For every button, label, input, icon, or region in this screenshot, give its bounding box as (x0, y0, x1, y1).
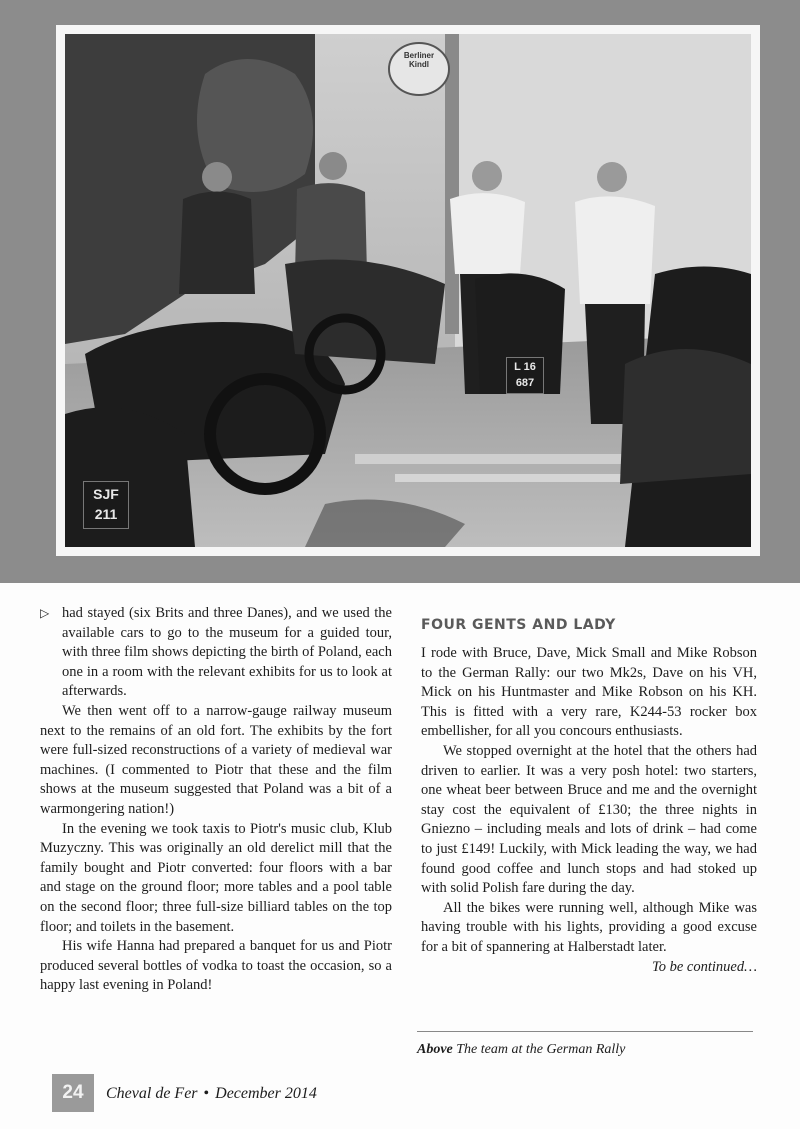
sign-line-1: Berliner (403, 51, 435, 60)
magazine-title: Cheval de Fer (106, 1085, 198, 1102)
left-paragraph-1: had stayed (six Brits and three Danes), and we used the available cars to go to the museum for a guided tour, with three film shows depicting the birth of Poland, each one in a room with the relevant exhibits for us to look at afterwards. (62, 605, 392, 700)
left-paragraph-3: In the evening we took taxis to Piotr's music club, Klub Muzyczny. This was originally an old derelict mill that the family bought and Piotr converted: four floors with a bar and stage on the ground floor; more tables and a pool table on the second floor; three full-size billiard tables on the top floor; and toilets in the basement. (40, 820, 392, 935)
footer-separator: • (203, 1085, 210, 1102)
right-paragraph-3-text: All the bikes were running well, although Mike was having trouble with his lights, providing a good excuse for a bit of spannering at Halberstadt later. (421, 899, 757, 955)
photo-caption (417, 1041, 757, 1059)
sign-text (391, 51, 447, 69)
right-paragraph-2: We stopped overnight at the hotel that the others had driven to earlier. It was a very posh hotel: two starters, one wheat beer between Bruce and me and the overnight stay cost the equivalent of £130; the three nights in Gniezno – including meals and lots of drink – had come to just £149! Luckily, with Mick leading the way, we had found good coffee and lunch stops and had stoked up with solid Polish fare during the day. (421, 742, 757, 897)
left-paragraph-4: His wife Hanna had prepared a banquet for us and Piotr produced several bottles of vodka to toast the occasion, so a happy last evening in Poland! (40, 938, 392, 994)
plate-center-line-1: L 16 (514, 361, 536, 373)
issue-date: December 2014 (215, 1085, 317, 1102)
plate-left-line-2: 211 (94, 506, 118, 522)
section-heading: FOUR GENTS AND LADY (421, 617, 616, 633)
number-plate-left (83, 481, 129, 529)
plate-center-line-2: 687 (515, 377, 535, 389)
caption-text: The team at the German Rally (452, 1042, 626, 1057)
rally-photo (65, 34, 751, 547)
left-paragraph-2: We then went off to a narrow-gauge railway museum next to the remains of an old fort. The exhibits by the fort were full-sized reconstructions of a variety of medieval war machines. (I commented to Piotr that these and the film shows at the museum suggested that Poland was a bit of a warmongering nation!) (40, 702, 392, 817)
page-number: 24 (52, 1074, 94, 1112)
to-be-continued: To be continued… (652, 958, 757, 975)
number-plate-center (506, 357, 544, 394)
plate-left-line-1: SJF (93, 486, 119, 502)
caption-label: Above (417, 1042, 453, 1057)
rally-photo-illustration (65, 34, 751, 547)
left-column (40, 604, 392, 996)
right-paragraph-3 (421, 899, 757, 975)
right-column (421, 644, 757, 977)
right-paragraph-1: I rode with Bruce, Dave, Mick Small and Mike Robson to the German Rally: our two Mk2s, Dave on his VH, Mick on his Huntmaster and Mike Robson on his KH. This is fitted with a very rare, K244-53 rocker box embellisher, for all you concours enthusiasts. (421, 645, 757, 740)
sign-line-2: Kindl (409, 60, 429, 69)
continuation-arrow-icon: ▷ (40, 606, 50, 620)
running-footer (106, 1084, 317, 1104)
photo-frame (56, 25, 760, 556)
caption-rule (417, 1031, 753, 1032)
